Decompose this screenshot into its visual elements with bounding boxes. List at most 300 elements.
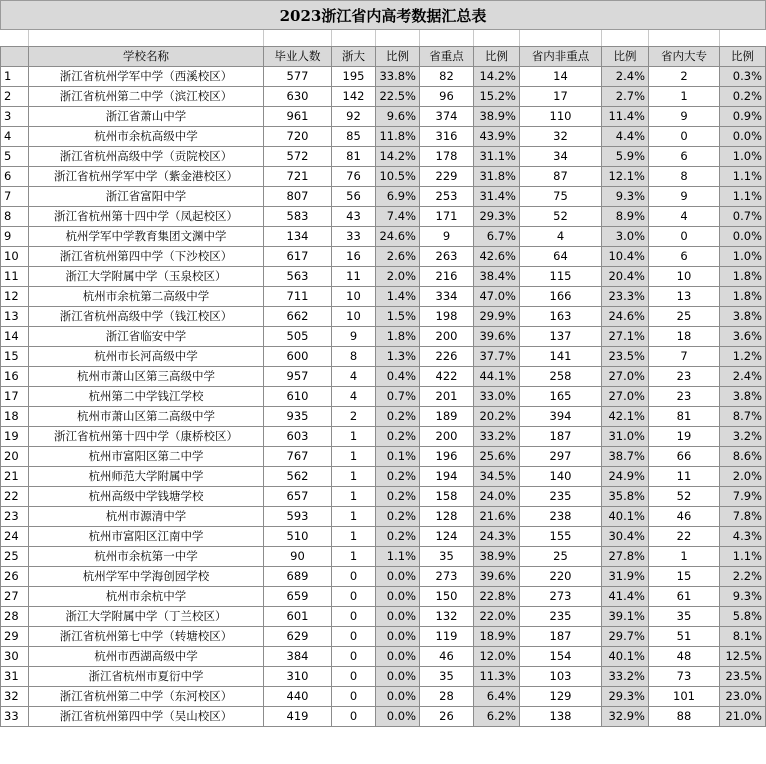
school-name[interactable]: 杭州市余杭中学	[29, 587, 264, 607]
zju-ratio[interactable]: 0.0%	[376, 567, 420, 587]
row-index[interactable]: 26	[1, 567, 29, 587]
zju-ratio[interactable]: 0.2%	[376, 427, 420, 447]
graduates-count[interactable]: 610	[264, 387, 332, 407]
non-key-ratio[interactable]: 41.4%	[602, 587, 649, 607]
key-univ-ratio[interactable]: 31.4%	[474, 187, 520, 207]
non-key-count[interactable]: 14	[520, 67, 602, 87]
row-index[interactable]: 21	[1, 467, 29, 487]
school-name[interactable]: 杭州师范大学附属中学	[29, 467, 264, 487]
school-name[interactable]: 浙江省萧山中学	[29, 107, 264, 127]
zju-count[interactable]: 1	[332, 467, 376, 487]
school-name[interactable]: 浙江大学附属中学（丁兰校区）	[29, 607, 264, 627]
non-key-count[interactable]: 115	[520, 267, 602, 287]
non-key-count[interactable]: 297	[520, 447, 602, 467]
non-key-count[interactable]: 103	[520, 667, 602, 687]
key-univ-ratio[interactable]: 25.6%	[474, 447, 520, 467]
row-index[interactable]: 1	[1, 67, 29, 87]
college-ratio[interactable]: 1.2%	[720, 347, 766, 367]
non-key-ratio[interactable]: 39.1%	[602, 607, 649, 627]
graduates-count[interactable]: 721	[264, 167, 332, 187]
college-count[interactable]: 101	[649, 687, 720, 707]
non-key-count[interactable]: 64	[520, 247, 602, 267]
school-name[interactable]: 杭州市萧山区第二高级中学	[29, 407, 264, 427]
graduates-count[interactable]: 689	[264, 567, 332, 587]
college-ratio[interactable]: 8.7%	[720, 407, 766, 427]
graduates-count[interactable]: 572	[264, 147, 332, 167]
non-key-count[interactable]: 137	[520, 327, 602, 347]
college-ratio[interactable]: 0.7%	[720, 207, 766, 227]
key-univ-count[interactable]: 196	[420, 447, 474, 467]
graduates-count[interactable]: 630	[264, 87, 332, 107]
row-index[interactable]: 20	[1, 447, 29, 467]
college-ratio[interactable]: 23.0%	[720, 687, 766, 707]
college-count[interactable]: 19	[649, 427, 720, 447]
header-cell[interactable]	[1, 47, 29, 67]
row-index[interactable]: 6	[1, 167, 29, 187]
college-ratio[interactable]: 5.8%	[720, 607, 766, 627]
key-univ-count[interactable]: 132	[420, 607, 474, 627]
graduates-count[interactable]: 720	[264, 127, 332, 147]
non-key-ratio[interactable]: 11.4%	[602, 107, 649, 127]
non-key-ratio[interactable]: 35.8%	[602, 487, 649, 507]
school-name[interactable]: 浙江省杭州第七中学（转塘校区）	[29, 627, 264, 647]
zju-count[interactable]: 81	[332, 147, 376, 167]
key-univ-count[interactable]: 35	[420, 547, 474, 567]
key-univ-ratio[interactable]: 29.9%	[474, 307, 520, 327]
non-key-ratio[interactable]: 2.7%	[602, 87, 649, 107]
key-univ-count[interactable]: 150	[420, 587, 474, 607]
header-cell[interactable]: 学校名称	[29, 47, 264, 67]
zju-ratio[interactable]: 0.0%	[376, 687, 420, 707]
zju-count[interactable]: 195	[332, 67, 376, 87]
row-index[interactable]: 28	[1, 607, 29, 627]
college-ratio[interactable]: 3.8%	[720, 387, 766, 407]
college-ratio[interactable]: 9.3%	[720, 587, 766, 607]
college-ratio[interactable]: 1.0%	[720, 247, 766, 267]
graduates-count[interactable]: 657	[264, 487, 332, 507]
college-ratio[interactable]: 1.1%	[720, 167, 766, 187]
graduates-count[interactable]: 510	[264, 527, 332, 547]
zju-ratio[interactable]: 33.8%	[376, 67, 420, 87]
school-name[interactable]: 浙江省杭州第十四中学（康桥校区）	[29, 427, 264, 447]
row-index[interactable]: 24	[1, 527, 29, 547]
key-univ-ratio[interactable]: 39.6%	[474, 567, 520, 587]
zju-count[interactable]: 142	[332, 87, 376, 107]
college-count[interactable]: 35	[649, 607, 720, 627]
zju-ratio[interactable]: 0.2%	[376, 487, 420, 507]
key-univ-count[interactable]: 374	[420, 107, 474, 127]
zju-ratio[interactable]: 0.2%	[376, 407, 420, 427]
zju-ratio[interactable]: 14.2%	[376, 147, 420, 167]
school-name[interactable]: 浙江省富阳中学	[29, 187, 264, 207]
graduates-count[interactable]: 659	[264, 587, 332, 607]
zju-ratio[interactable]: 0.0%	[376, 607, 420, 627]
school-name[interactable]: 杭州市富阳区第二中学	[29, 447, 264, 467]
college-count[interactable]: 22	[649, 527, 720, 547]
non-key-ratio[interactable]: 40.1%	[602, 647, 649, 667]
graduates-count[interactable]: 603	[264, 427, 332, 447]
graduates-count[interactable]: 384	[264, 647, 332, 667]
key-univ-count[interactable]: 178	[420, 147, 474, 167]
key-univ-ratio[interactable]: 24.0%	[474, 487, 520, 507]
row-index[interactable]: 32	[1, 687, 29, 707]
key-univ-count[interactable]: 46	[420, 647, 474, 667]
zju-count[interactable]: 76	[332, 167, 376, 187]
row-index[interactable]: 17	[1, 387, 29, 407]
key-univ-count[interactable]: 229	[420, 167, 474, 187]
non-key-ratio[interactable]: 27.8%	[602, 547, 649, 567]
key-univ-ratio[interactable]: 31.1%	[474, 147, 520, 167]
college-count[interactable]: 23	[649, 387, 720, 407]
non-key-ratio[interactable]: 12.1%	[602, 167, 649, 187]
school-name[interactable]: 杭州第二中学钱江学校	[29, 387, 264, 407]
zju-count[interactable]: 16	[332, 247, 376, 267]
school-name[interactable]: 浙江省临安中学	[29, 327, 264, 347]
non-key-ratio[interactable]: 10.4%	[602, 247, 649, 267]
college-count[interactable]: 7	[649, 347, 720, 367]
zju-ratio[interactable]: 10.5%	[376, 167, 420, 187]
zju-ratio[interactable]: 1.3%	[376, 347, 420, 367]
non-key-count[interactable]: 4	[520, 227, 602, 247]
header-cell[interactable]: 毕业人数	[264, 47, 332, 67]
school-name[interactable]: 杭州市西湖高级中学	[29, 647, 264, 667]
key-univ-count[interactable]: 119	[420, 627, 474, 647]
college-ratio[interactable]: 0.0%	[720, 127, 766, 147]
header-cell[interactable]: 比例	[376, 47, 420, 67]
zju-count[interactable]: 1	[332, 427, 376, 447]
college-ratio[interactable]: 1.8%	[720, 267, 766, 287]
key-univ-ratio[interactable]: 43.9%	[474, 127, 520, 147]
college-ratio[interactable]: 23.5%	[720, 667, 766, 687]
college-ratio[interactable]: 3.6%	[720, 327, 766, 347]
key-univ-ratio[interactable]: 37.7%	[474, 347, 520, 367]
non-key-count[interactable]: 166	[520, 287, 602, 307]
zju-count[interactable]: 10	[332, 307, 376, 327]
zju-ratio[interactable]: 0.0%	[376, 627, 420, 647]
zju-count[interactable]: 0	[332, 707, 376, 727]
non-key-ratio[interactable]: 27.0%	[602, 367, 649, 387]
header-cell[interactable]: 比例	[474, 47, 520, 67]
non-key-count[interactable]: 235	[520, 487, 602, 507]
zju-ratio[interactable]: 2.0%	[376, 267, 420, 287]
zju-ratio[interactable]: 0.2%	[376, 507, 420, 527]
non-key-ratio[interactable]: 33.2%	[602, 667, 649, 687]
college-ratio[interactable]: 2.0%	[720, 467, 766, 487]
non-key-count[interactable]: 220	[520, 567, 602, 587]
school-name[interactable]: 浙江省杭州学军中学（西溪校区）	[29, 67, 264, 87]
graduates-count[interactable]: 629	[264, 627, 332, 647]
zju-count[interactable]: 11	[332, 267, 376, 287]
zju-count[interactable]: 1	[332, 527, 376, 547]
college-count[interactable]: 0	[649, 227, 720, 247]
zju-ratio[interactable]: 11.8%	[376, 127, 420, 147]
non-key-count[interactable]: 273	[520, 587, 602, 607]
graduates-count[interactable]: 563	[264, 267, 332, 287]
college-ratio[interactable]: 8.1%	[720, 627, 766, 647]
college-count[interactable]: 1	[649, 547, 720, 567]
college-ratio[interactable]: 7.9%	[720, 487, 766, 507]
college-count[interactable]: 2	[649, 67, 720, 87]
zju-ratio[interactable]: 1.8%	[376, 327, 420, 347]
non-key-count[interactable]: 25	[520, 547, 602, 567]
non-key-ratio[interactable]: 31.0%	[602, 427, 649, 447]
college-ratio[interactable]: 1.0%	[720, 147, 766, 167]
zju-ratio[interactable]: 22.5%	[376, 87, 420, 107]
zju-count[interactable]: 43	[332, 207, 376, 227]
graduates-count[interactable]: 935	[264, 407, 332, 427]
non-key-count[interactable]: 154	[520, 647, 602, 667]
graduates-count[interactable]: 134	[264, 227, 332, 247]
key-univ-ratio[interactable]: 6.7%	[474, 227, 520, 247]
key-univ-count[interactable]: 422	[420, 367, 474, 387]
graduates-count[interactable]: 583	[264, 207, 332, 227]
school-name[interactable]: 杭州市源清中学	[29, 507, 264, 527]
row-index[interactable]: 4	[1, 127, 29, 147]
non-key-count[interactable]: 155	[520, 527, 602, 547]
row-index[interactable]: 27	[1, 587, 29, 607]
graduates-count[interactable]: 767	[264, 447, 332, 467]
non-key-ratio[interactable]: 5.9%	[602, 147, 649, 167]
non-key-ratio[interactable]: 30.4%	[602, 527, 649, 547]
key-univ-ratio[interactable]: 47.0%	[474, 287, 520, 307]
graduates-count[interactable]: 957	[264, 367, 332, 387]
zju-ratio[interactable]: 0.0%	[376, 587, 420, 607]
zju-ratio[interactable]: 0.2%	[376, 467, 420, 487]
college-count[interactable]: 52	[649, 487, 720, 507]
college-ratio[interactable]: 12.5%	[720, 647, 766, 667]
zju-ratio[interactable]: 0.0%	[376, 667, 420, 687]
key-univ-ratio[interactable]: 15.2%	[474, 87, 520, 107]
row-index[interactable]: 2	[1, 87, 29, 107]
key-univ-ratio[interactable]: 38.4%	[474, 267, 520, 287]
school-name[interactable]: 杭州学军中学海创园学校	[29, 567, 264, 587]
college-ratio[interactable]: 8.6%	[720, 447, 766, 467]
key-univ-ratio[interactable]: 33.2%	[474, 427, 520, 447]
non-key-ratio[interactable]: 24.9%	[602, 467, 649, 487]
college-ratio[interactable]: 2.2%	[720, 567, 766, 587]
zju-count[interactable]: 10	[332, 287, 376, 307]
college-count[interactable]: 0	[649, 127, 720, 147]
non-key-count[interactable]: 141	[520, 347, 602, 367]
school-name[interactable]: 浙江省杭州高级中学（贡院校区）	[29, 147, 264, 167]
zju-count[interactable]: 56	[332, 187, 376, 207]
row-index[interactable]: 18	[1, 407, 29, 427]
key-univ-count[interactable]: 201	[420, 387, 474, 407]
header-cell[interactable]: 比例	[720, 47, 766, 67]
key-univ-ratio[interactable]: 42.6%	[474, 247, 520, 267]
college-count[interactable]: 1	[649, 87, 720, 107]
zju-count[interactable]: 0	[332, 647, 376, 667]
non-key-count[interactable]: 394	[520, 407, 602, 427]
zju-count[interactable]: 1	[332, 507, 376, 527]
non-key-ratio[interactable]: 38.7%	[602, 447, 649, 467]
key-univ-count[interactable]: 253	[420, 187, 474, 207]
college-count[interactable]: 73	[649, 667, 720, 687]
zju-count[interactable]: 0	[332, 687, 376, 707]
key-univ-ratio[interactable]: 44.1%	[474, 367, 520, 387]
key-univ-ratio[interactable]: 38.9%	[474, 547, 520, 567]
college-count[interactable]: 6	[649, 147, 720, 167]
non-key-ratio[interactable]: 27.1%	[602, 327, 649, 347]
college-ratio[interactable]: 0.9%	[720, 107, 766, 127]
graduates-count[interactable]: 711	[264, 287, 332, 307]
row-index[interactable]: 14	[1, 327, 29, 347]
key-univ-count[interactable]: 9	[420, 227, 474, 247]
key-univ-count[interactable]: 198	[420, 307, 474, 327]
college-ratio[interactable]: 7.8%	[720, 507, 766, 527]
graduates-count[interactable]: 662	[264, 307, 332, 327]
key-univ-ratio[interactable]: 11.3%	[474, 667, 520, 687]
college-count[interactable]: 23	[649, 367, 720, 387]
zju-ratio[interactable]: 0.1%	[376, 447, 420, 467]
zju-count[interactable]: 1	[332, 547, 376, 567]
college-count[interactable]: 4	[649, 207, 720, 227]
zju-count[interactable]: 0	[332, 667, 376, 687]
school-name[interactable]: 浙江省杭州学军中学（紫金港校区）	[29, 167, 264, 187]
graduates-count[interactable]: 601	[264, 607, 332, 627]
key-univ-ratio[interactable]: 12.0%	[474, 647, 520, 667]
non-key-ratio[interactable]: 9.3%	[602, 187, 649, 207]
row-index[interactable]: 23	[1, 507, 29, 527]
zju-ratio[interactable]: 1.1%	[376, 547, 420, 567]
key-univ-count[interactable]: 200	[420, 427, 474, 447]
college-ratio[interactable]: 1.1%	[720, 187, 766, 207]
graduates-count[interactable]: 505	[264, 327, 332, 347]
zju-count[interactable]: 2	[332, 407, 376, 427]
college-count[interactable]: 9	[649, 107, 720, 127]
college-ratio[interactable]: 3.8%	[720, 307, 766, 327]
non-key-count[interactable]: 163	[520, 307, 602, 327]
row-index[interactable]: 19	[1, 427, 29, 447]
graduates-count[interactable]: 90	[264, 547, 332, 567]
school-name[interactable]: 浙江省杭州第四中学（下沙校区）	[29, 247, 264, 267]
college-count[interactable]: 10	[649, 267, 720, 287]
college-count[interactable]: 9	[649, 187, 720, 207]
key-univ-ratio[interactable]: 34.5%	[474, 467, 520, 487]
college-count[interactable]: 8	[649, 167, 720, 187]
non-key-count[interactable]: 235	[520, 607, 602, 627]
zju-ratio[interactable]: 6.9%	[376, 187, 420, 207]
graduates-count[interactable]: 807	[264, 187, 332, 207]
key-univ-count[interactable]: 334	[420, 287, 474, 307]
graduates-count[interactable]: 562	[264, 467, 332, 487]
graduates-count[interactable]: 310	[264, 667, 332, 687]
non-key-ratio[interactable]: 31.9%	[602, 567, 649, 587]
zju-count[interactable]: 0	[332, 607, 376, 627]
zju-count[interactable]: 8	[332, 347, 376, 367]
non-key-ratio[interactable]: 32.9%	[602, 707, 649, 727]
key-univ-ratio[interactable]: 24.3%	[474, 527, 520, 547]
key-univ-count[interactable]: 200	[420, 327, 474, 347]
college-ratio[interactable]: 0.2%	[720, 87, 766, 107]
school-name[interactable]: 杭州学军中学教育集团文渊中学	[29, 227, 264, 247]
zju-ratio[interactable]: 0.4%	[376, 367, 420, 387]
key-univ-count[interactable]: 124	[420, 527, 474, 547]
key-univ-count[interactable]: 82	[420, 67, 474, 87]
key-univ-count[interactable]: 216	[420, 267, 474, 287]
zju-count[interactable]: 0	[332, 587, 376, 607]
zju-ratio[interactable]: 0.2%	[376, 527, 420, 547]
zju-count[interactable]: 92	[332, 107, 376, 127]
college-ratio[interactable]: 1.1%	[720, 547, 766, 567]
college-count[interactable]: 51	[649, 627, 720, 647]
non-key-ratio[interactable]: 40.1%	[602, 507, 649, 527]
school-name[interactable]: 杭州市富阳区江南中学	[29, 527, 264, 547]
college-ratio[interactable]: 4.3%	[720, 527, 766, 547]
row-index[interactable]: 29	[1, 627, 29, 647]
key-univ-ratio[interactable]: 14.2%	[474, 67, 520, 87]
college-count[interactable]: 61	[649, 587, 720, 607]
zju-count[interactable]: 33	[332, 227, 376, 247]
college-count[interactable]: 15	[649, 567, 720, 587]
non-key-count[interactable]: 110	[520, 107, 602, 127]
zju-ratio[interactable]: 24.6%	[376, 227, 420, 247]
school-name[interactable]: 杭州市萧山区第三高级中学	[29, 367, 264, 387]
non-key-count[interactable]: 34	[520, 147, 602, 167]
key-univ-ratio[interactable]: 29.3%	[474, 207, 520, 227]
row-index[interactable]: 22	[1, 487, 29, 507]
non-key-ratio[interactable]: 24.6%	[602, 307, 649, 327]
school-name[interactable]: 杭州市余杭高级中学	[29, 127, 264, 147]
key-univ-count[interactable]: 316	[420, 127, 474, 147]
zju-ratio[interactable]: 0.0%	[376, 707, 420, 727]
college-count[interactable]: 46	[649, 507, 720, 527]
zju-ratio[interactable]: 2.6%	[376, 247, 420, 267]
graduates-count[interactable]: 600	[264, 347, 332, 367]
key-univ-ratio[interactable]: 38.9%	[474, 107, 520, 127]
school-name[interactable]: 杭州高级中学钱塘学校	[29, 487, 264, 507]
college-count[interactable]: 6	[649, 247, 720, 267]
key-univ-ratio[interactable]: 21.6%	[474, 507, 520, 527]
graduates-count[interactable]: 617	[264, 247, 332, 267]
college-count[interactable]: 66	[649, 447, 720, 467]
row-index[interactable]: 3	[1, 107, 29, 127]
non-key-count[interactable]: 129	[520, 687, 602, 707]
college-ratio[interactable]: 1.8%	[720, 287, 766, 307]
school-name[interactable]: 浙江省杭州第二中学（滨江校区）	[29, 87, 264, 107]
school-name[interactable]: 浙江省杭州第十四中学（凤起校区）	[29, 207, 264, 227]
non-key-ratio[interactable]: 2.4%	[602, 67, 649, 87]
zju-ratio[interactable]: 9.6%	[376, 107, 420, 127]
key-univ-ratio[interactable]: 20.2%	[474, 407, 520, 427]
zju-count[interactable]: 1	[332, 487, 376, 507]
non-key-ratio[interactable]: 29.3%	[602, 687, 649, 707]
non-key-count[interactable]: 258	[520, 367, 602, 387]
school-name[interactable]: 浙江省杭州市夏衍中学	[29, 667, 264, 687]
header-cell[interactable]: 比例	[602, 47, 649, 67]
key-univ-count[interactable]: 226	[420, 347, 474, 367]
zju-ratio[interactable]: 1.4%	[376, 287, 420, 307]
zju-count[interactable]: 4	[332, 387, 376, 407]
college-ratio[interactable]: 0.3%	[720, 67, 766, 87]
school-name[interactable]: 杭州市余杭第二高级中学	[29, 287, 264, 307]
graduates-count[interactable]: 440	[264, 687, 332, 707]
school-name[interactable]: 浙江省杭州高级中学（钱江校区）	[29, 307, 264, 327]
header-cell[interactable]: 浙大	[332, 47, 376, 67]
non-key-ratio[interactable]: 20.4%	[602, 267, 649, 287]
non-key-ratio[interactable]: 23.3%	[602, 287, 649, 307]
graduates-count[interactable]: 419	[264, 707, 332, 727]
row-index[interactable]: 8	[1, 207, 29, 227]
key-univ-count[interactable]: 189	[420, 407, 474, 427]
key-univ-count[interactable]: 273	[420, 567, 474, 587]
key-univ-count[interactable]: 28	[420, 687, 474, 707]
key-univ-ratio[interactable]: 22.8%	[474, 587, 520, 607]
row-index[interactable]: 13	[1, 307, 29, 327]
graduates-count[interactable]: 577	[264, 67, 332, 87]
key-univ-ratio[interactable]: 6.2%	[474, 707, 520, 727]
key-univ-count[interactable]: 26	[420, 707, 474, 727]
